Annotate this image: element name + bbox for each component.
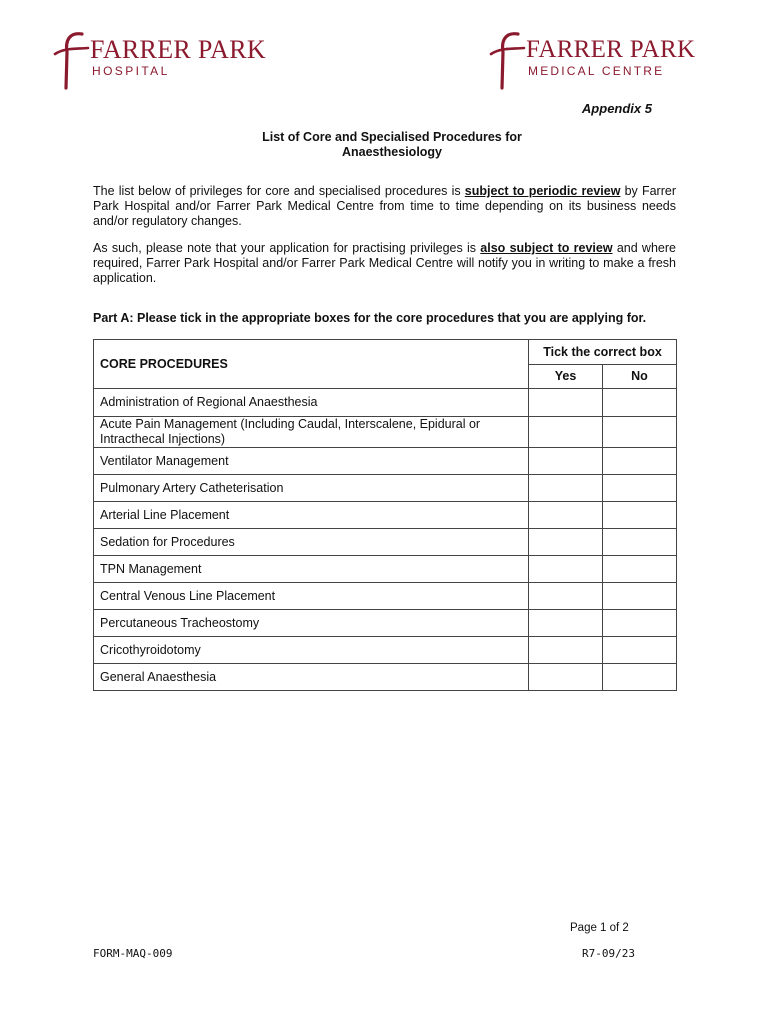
yes-checkbox[interactable] xyxy=(529,637,603,664)
no-checkbox[interactable] xyxy=(603,529,677,556)
no-checkbox[interactable] xyxy=(603,583,677,610)
table-header-row xyxy=(94,340,677,365)
table-row xyxy=(94,583,677,610)
table-row xyxy=(94,637,677,664)
intro-emphasis: subject to periodic review xyxy=(464,184,621,198)
revision-code: R7-09/23 xyxy=(582,947,635,960)
yes-checkbox[interactable] xyxy=(529,475,603,502)
yes-checkbox[interactable] xyxy=(529,502,603,529)
procedure-name: Percutaneous Tracheostomy xyxy=(94,610,529,637)
intro-text-end: by Farrer Park Hospital and/or Farrer Park Medical Centre from time to time depending on its business needs and/or regulatory changes. xyxy=(93,184,676,228)
title-line-2: Anaesthesiology xyxy=(341,145,443,159)
appendix-label: Appendix 5 xyxy=(581,101,652,116)
table-row xyxy=(94,610,677,637)
yes-checkbox[interactable] xyxy=(529,664,603,691)
intro-paragraph xyxy=(93,184,676,229)
yes-checkbox[interactable] xyxy=(529,417,603,448)
procedure-name: Arterial Line Placement xyxy=(94,502,529,529)
no-checkbox[interactable] xyxy=(603,556,677,583)
table-row xyxy=(94,448,677,475)
hospital-logo-name: FARRER PARK xyxy=(90,35,266,64)
yes-checkbox[interactable] xyxy=(529,389,603,417)
hospital-logo-subtitle: HOSPITAL xyxy=(92,64,170,78)
header-yes: Yes xyxy=(529,364,603,389)
yes-checkbox[interactable] xyxy=(529,529,603,556)
table-row xyxy=(94,664,677,691)
part-a-instruction: Part A: Please tick in the appropriate boxes for the core procedures that you are applying for. xyxy=(93,311,647,325)
procedure-name: Central Venous Line Placement xyxy=(94,583,529,610)
farrer-park-f-mark-icon xyxy=(52,28,92,92)
page-number: Page 1 of 2 xyxy=(570,922,629,934)
core-procedures-table xyxy=(93,339,677,691)
no-checkbox[interactable] xyxy=(603,475,677,502)
header-core-procedures: CORE PROCEDURES xyxy=(94,340,529,389)
no-checkbox[interactable] xyxy=(603,448,677,475)
review-text-start: As such, please note that your application for practising privileges is xyxy=(93,241,481,255)
procedure-name: Acute Pain Management (Including Caudal, Interscalene, Epidural or Intracthecal Injections) xyxy=(94,417,529,448)
farrer-park-hospital-logo xyxy=(52,28,266,92)
no-checkbox[interactable] xyxy=(603,417,677,448)
farrer-park-f-mark-icon xyxy=(488,28,528,92)
document-title xyxy=(0,130,770,160)
no-checkbox[interactable] xyxy=(603,610,677,637)
yes-checkbox[interactable] xyxy=(529,448,603,475)
header-no: No xyxy=(603,364,677,389)
table-row xyxy=(94,389,677,417)
table-row xyxy=(94,556,677,583)
form-code: FORM-MAQ-009 xyxy=(93,947,173,960)
title-line-1: List of Core and Specialised Procedures for xyxy=(262,130,522,144)
review-paragraph xyxy=(93,241,676,286)
yes-checkbox[interactable] xyxy=(529,610,603,637)
medical-centre-logo-subtitle: MEDICAL CENTRE xyxy=(528,64,665,78)
medical-centre-logo-name: FARRER PARK xyxy=(526,36,696,63)
procedure-name: Sedation for Procedures xyxy=(94,529,529,556)
procedure-name: Cricothyroidotomy xyxy=(94,637,529,664)
no-checkbox[interactable] xyxy=(603,637,677,664)
table-row xyxy=(94,475,677,502)
table-row xyxy=(94,417,677,448)
procedure-name: General Anaesthesia xyxy=(94,664,529,691)
review-text-end: and where required, Farrer Park Hospital and/or Farrer Park Medical Centre will notify you in writing to make a fresh application. xyxy=(93,241,676,285)
header-tick-correct-box: Tick the correct box xyxy=(529,340,677,365)
no-checkbox[interactable] xyxy=(603,502,677,529)
procedure-name: Administration of Regional Anaesthesia xyxy=(94,389,529,417)
table-row xyxy=(94,529,677,556)
review-emphasis: also subject to review xyxy=(480,241,613,255)
no-checkbox[interactable] xyxy=(603,389,677,417)
yes-checkbox[interactable] xyxy=(529,583,603,610)
procedure-name: Pulmonary Artery Catheterisation xyxy=(94,475,529,502)
intro-text-start: The list below of privileges for core and specialised procedures is xyxy=(93,184,465,198)
farrer-park-medical-centre-logo xyxy=(488,28,696,92)
procedure-name: Ventilator Management xyxy=(94,448,529,475)
table-row xyxy=(94,502,677,529)
no-checkbox[interactable] xyxy=(603,664,677,691)
yes-checkbox[interactable] xyxy=(529,556,603,583)
procedure-name: TPN Management xyxy=(94,556,529,583)
